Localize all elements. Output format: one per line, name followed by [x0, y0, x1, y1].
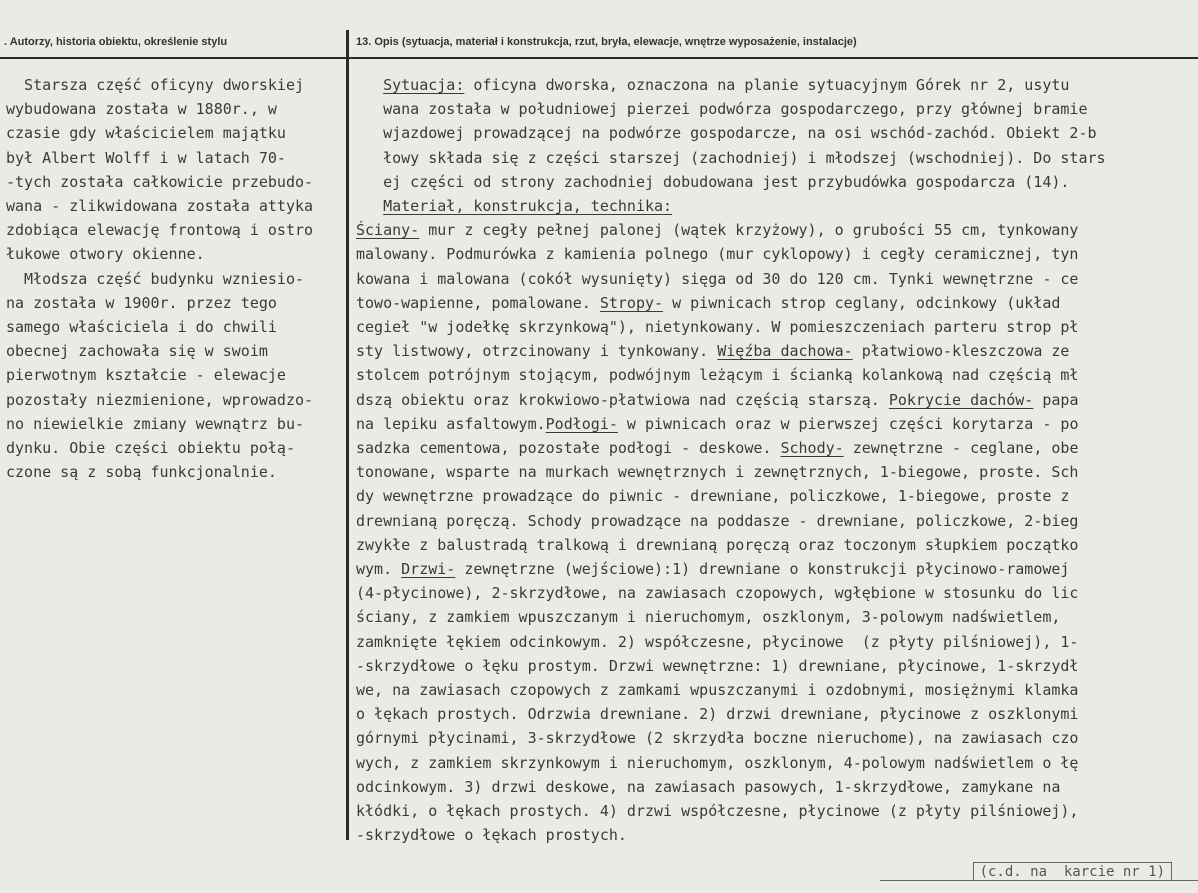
text-line	[356, 121, 1198, 145]
text-segment: -skrzydłowe o łękach prostych.	[356, 826, 627, 845]
text-line	[356, 339, 1198, 363]
text-line	[356, 702, 1198, 726]
text-segment: odcinkowym. 3) drzwi deskowe, na zawiasach pasowych, 1-skrzydłowe, zamykane na	[356, 777, 1061, 796]
text-segment: dy wewnętrzne prowadzące do piwnic - drewniane, policzkowe, 1-biegowe, proste z	[356, 487, 1070, 506]
text-segment: drewnianą poręczą. Schody prowadzące na poddasze - drewniane, policzkowe, 2-bieg	[356, 511, 1079, 530]
text-line	[356, 509, 1198, 533]
text-segment: zewnętrzne (wejściowe):1) drewniane o konstrukcji płycinowo-ramowej	[455, 560, 1070, 579]
section-heading: Sytuacja:	[383, 76, 465, 94]
section-heading: Więźba dachowa-	[717, 342, 853, 361]
section-heading: Podłogi-	[545, 414, 618, 433]
text-line: wana - zlikwidowana została attyka	[6, 197, 314, 216]
text-line	[356, 97, 1198, 121]
text-line: łukowe otwory okienne.	[6, 245, 205, 264]
text-segment: kowana i malowana (cokół wysunięty) sięga od 30 do 120 cm. Tynki wewnętrzne - ce	[356, 269, 1079, 288]
text-segment: zewnętrzne - ceglane, obe	[843, 439, 1079, 458]
text-line: no niewielkie zmiany wewnątrz bu-	[6, 414, 305, 433]
text-line: dynku. Obie części obiektu połą-	[6, 439, 295, 458]
continuation-note: (c.d. na karcie nr 1)	[973, 862, 1172, 881]
text-segment: kłódki, o łękach prostych. 4) drzwi współczesne, płycinowe (z płyty pilśniowej),	[356, 802, 1079, 821]
section-heading: Pokrycie dachów-	[888, 390, 1034, 409]
description-text-column	[356, 73, 1198, 848]
text-line	[356, 823, 1198, 847]
text-line	[356, 388, 1198, 412]
text-segment: mur z cegły pełnej palonej (wątek krzyżowy), o grubości 55 cm, tynkowany	[419, 221, 1079, 240]
text-segment: sadzka cementowa, pozostałe podłogi - deskowe.	[356, 439, 781, 458]
text-line	[356, 436, 1198, 460]
column-divider	[346, 30, 349, 840]
text-segment: wana została w południowej pierzei podwórza gospodarczego, przy głównej bramie	[356, 100, 1088, 119]
text-line	[356, 170, 1198, 194]
text-line	[356, 291, 1198, 315]
text-segment: ej części od strony zachodniej dobudowana jest przybudówka gospodarcza (14).	[356, 172, 1070, 191]
text-segment: na lepiku asfaltowym.	[356, 414, 546, 433]
text-line: pozostały niezmienione, wprowadzo-	[6, 390, 314, 409]
text-line	[356, 484, 1198, 508]
text-line: pierwotnym kształcie - elewacje	[6, 366, 286, 385]
text-line	[356, 605, 1198, 629]
text-line	[356, 267, 1198, 291]
section-heading: Stropy-	[599, 293, 664, 312]
section-heading: Drzwi-	[401, 560, 456, 579]
text-line	[356, 799, 1198, 823]
text-segment: wjazdowej prowadzącej na podwórze gospodarcze, na osi wschód-zachód. Obiekt 2-b	[356, 124, 1097, 143]
text-segment: wym.	[356, 560, 402, 579]
text-line: był Albert Wolff i w latach 70-	[6, 148, 286, 167]
header-rule	[0, 57, 1198, 59]
text-segment: w piwnicach strop ceglany, odcinkowy (układ	[663, 293, 1061, 312]
text-segment: łowy składa się z części starszej (zachodniej) i młodszej (wschodniej). Do stars	[356, 148, 1106, 167]
left-column-header: . Autorzy, historia obiektu, określenie stylu	[4, 36, 228, 48]
text-line	[356, 412, 1198, 436]
right-column-header: 13. Opis (sytuacja, materiał i konstrukcja, rzut, bryła, elewacje, wnętrze wyposażenie, instalacje)	[356, 36, 857, 48]
text-line: obecnej zachowała się w swoim	[6, 342, 268, 361]
text-segment: ściany, z zamkiem wpuszczanym i nieruchomym, oszklonym, 3-polowym nadświetlem,	[356, 608, 1061, 627]
text-line	[356, 726, 1198, 750]
text-segment: o łękach prostych. Odrzwia drewniane. 2) drzwi drewniane, płycinowe z oszklonymi	[356, 705, 1079, 724]
text-line	[356, 73, 1198, 97]
text-segment: tonowane, wsparte na murkach wewnętrznych i zewnętrznych, 1-biegowe, proste. Sch	[356, 463, 1079, 482]
text-line	[356, 194, 1198, 218]
text-line: wybudowana została w 1880r., w	[6, 100, 277, 119]
text-line: Starsza część oficyny dworskiej	[6, 76, 305, 94]
text-line: Młodsza część budynku wzniesio-	[6, 269, 305, 288]
text-segment: zwykłe z balustradą tralkową i drewnianą poręczą oraz toczonym słupkiem początko	[356, 535, 1079, 554]
text-line	[356, 775, 1198, 799]
text-line	[356, 460, 1198, 484]
text-line	[356, 751, 1198, 775]
text-segment: papa	[1033, 390, 1079, 409]
text-segment: we, na zawiasach czopowych z zamkami wpuszczanymi i ozdobnymi, mosiężnymi klamka	[356, 681, 1079, 700]
bottom-rule	[880, 880, 1198, 881]
text-segment: górnymi płycinami, 3-skrzydłowe (2 skrzydła boczne nieruchome), na zawiasach czo	[356, 729, 1079, 748]
text-segment: dszą obiektu oraz krokwiowo-płatwiowa nad częścią starszą.	[356, 390, 889, 409]
text-segment: zamknięte łękiem odcinkowym. 2) współczesne, płycinowe (z płyty pilśniowej), 1-	[356, 632, 1079, 651]
text-segment: stolcem potrójnym stojącym, podwójnym leżącym i ścianką kolankową nad częścią mł	[356, 366, 1079, 385]
text-line	[356, 363, 1198, 387]
text-line	[356, 581, 1198, 605]
section-heading: Materiał, konstrukcja, technika:	[383, 197, 673, 216]
text-line	[356, 315, 1198, 339]
text-segment: -skrzydłowe o łęku prostym. Drzwi wewnętrzne: 1) drewniane, płycinowe, 1-skrzydł	[356, 656, 1079, 675]
text-segment: w piwnicach oraz w pierwszej części korytarza - po	[617, 414, 1079, 433]
text-segment: (4-płycinowe), 2-skrzydłowe, na zawiasach czopowych, wgłębione w stosunku do lic	[356, 584, 1079, 603]
text-segment: malowany. Podmurówka z kamienia polnego (mur cyklopowy) i cegły ceramicznej, tyn	[356, 245, 1079, 264]
text-line: -tych została całkowicie przebudo-	[6, 172, 314, 191]
text-line	[356, 557, 1198, 581]
text-line	[356, 146, 1198, 170]
text-segment	[356, 197, 383, 215]
text-segment: towo-wapienne, pomalowane.	[356, 293, 600, 312]
text-segment: sty listwowy, otrzcinowany i tynkowany.	[356, 342, 718, 361]
text-segment: płatwiowo-kleszczowa ze	[852, 342, 1070, 361]
history-text-column	[6, 73, 342, 484]
text-line	[356, 242, 1198, 266]
text-line: czasie gdy właścicielem majątku	[6, 124, 286, 143]
text-segment	[356, 76, 383, 94]
text-line	[356, 678, 1198, 702]
text-line: na została w 1900r. przez tego	[6, 293, 277, 312]
text-segment: cegieł "w jodełkę skrzynkową"), nietynkowany. W pomieszczeniach parteru strop pł	[356, 318, 1079, 337]
text-segment: oficyna dworska, oznaczona na planie sytuacyjnym Górek nr 2, usytu	[464, 76, 1070, 94]
text-segment: wych, z zamkiem skrzynkowym i nieruchomym, oszklonym, 4-polowym nadświetlem o łę	[356, 753, 1079, 772]
text-line	[356, 654, 1198, 678]
text-line: zdobiąca elewację frontową i ostro	[6, 221, 314, 240]
section-heading: Ściany-	[356, 221, 420, 240]
section-heading: Schody-	[780, 439, 844, 458]
text-line	[356, 533, 1198, 557]
text-line: czone są z sobą funkcjonalnie.	[6, 463, 277, 482]
text-line	[356, 630, 1198, 654]
text-line	[356, 218, 1198, 242]
text-line: samego właściciela i do chwili	[6, 318, 277, 337]
